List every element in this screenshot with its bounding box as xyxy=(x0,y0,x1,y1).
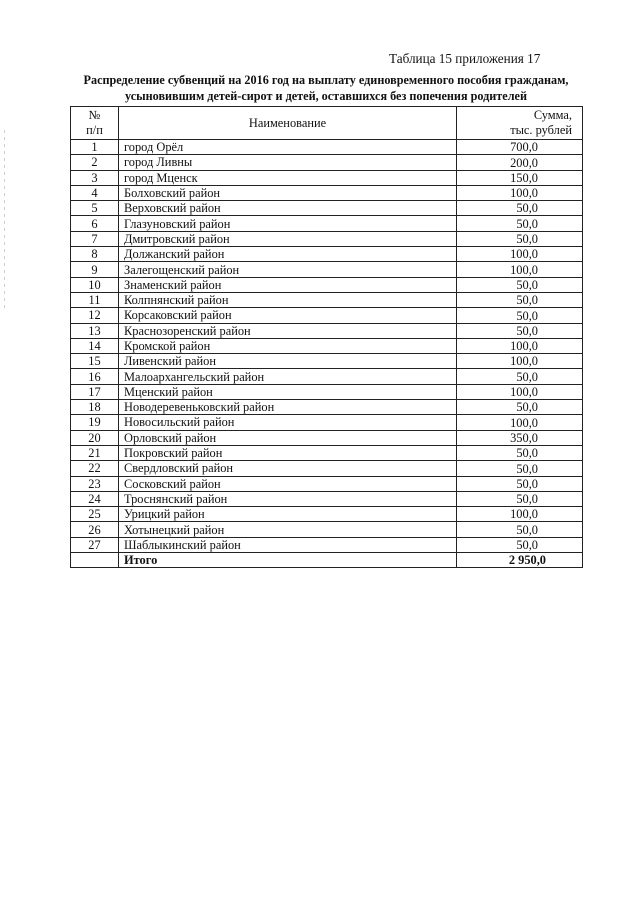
table-row xyxy=(71,461,583,476)
row-number: 17 xyxy=(71,384,119,399)
row-sum: 700,0 xyxy=(457,140,583,155)
table-body xyxy=(71,140,583,553)
row-name: город Мценск xyxy=(119,170,457,185)
row-name: город Ливны xyxy=(119,155,457,170)
row-sum: 50,0 xyxy=(457,400,583,415)
table-row xyxy=(71,445,583,460)
row-sum: 50,0 xyxy=(457,522,583,537)
table-row xyxy=(71,231,583,246)
table-row xyxy=(71,354,583,369)
row-number: 1 xyxy=(71,140,119,155)
row-sum: 50,0 xyxy=(457,216,583,231)
table-title-line-1: Распределение субвенций на 2016 год на выплату единовременного пособия гражданам, xyxy=(83,73,569,87)
row-sum: 100,0 xyxy=(457,338,583,353)
header-number xyxy=(71,107,119,140)
total-sum: 2 950,0 xyxy=(457,553,583,568)
table-row xyxy=(71,292,583,307)
header-sum-line-1: Сумма, xyxy=(533,108,572,122)
total-label: Итого xyxy=(119,553,457,568)
row-name: Сосковский район xyxy=(119,476,457,491)
row-number: 22 xyxy=(71,461,119,476)
row-sum: 100,0 xyxy=(457,247,583,262)
row-sum: 100,0 xyxy=(457,262,583,277)
row-name: Болховский район xyxy=(119,185,457,200)
row-number: 8 xyxy=(71,247,119,262)
row-name: Урицкий район xyxy=(119,507,457,522)
table-row xyxy=(71,308,583,323)
table-row xyxy=(71,201,583,216)
row-number: 25 xyxy=(71,507,119,522)
row-number: 2 xyxy=(71,155,119,170)
row-number: 12 xyxy=(71,308,119,323)
header-number-line-2: п/п xyxy=(86,123,103,137)
row-name: Краснозоренский район xyxy=(119,323,457,338)
header-name: Наименование xyxy=(119,107,457,140)
header-row xyxy=(71,107,583,140)
total-row xyxy=(71,553,583,568)
table-row xyxy=(71,384,583,399)
table-header xyxy=(71,107,583,140)
row-name: Свердловский район xyxy=(119,461,457,476)
row-name: Залегощенский район xyxy=(119,262,457,277)
total-number-cell xyxy=(71,553,119,568)
row-number: 27 xyxy=(71,537,119,552)
row-name: Шаблыкинский район xyxy=(119,537,457,552)
row-number: 3 xyxy=(71,170,119,185)
row-sum: 200,0 xyxy=(457,155,583,170)
row-number: 21 xyxy=(71,445,119,460)
table-row xyxy=(71,262,583,277)
row-number: 4 xyxy=(71,185,119,200)
row-sum: 350,0 xyxy=(457,430,583,445)
row-name: Покровский район xyxy=(119,445,457,460)
row-sum: 50,0 xyxy=(457,461,583,476)
row-number: 9 xyxy=(71,262,119,277)
row-name: Знаменский район xyxy=(119,277,457,292)
row-sum: 50,0 xyxy=(457,231,583,246)
row-name: Троснянский район xyxy=(119,491,457,506)
row-name: Новосильский район xyxy=(119,415,457,430)
row-name: Корсаковский район xyxy=(119,308,457,323)
table-row xyxy=(71,415,583,430)
table-row xyxy=(71,491,583,506)
row-name: Дмитровский район xyxy=(119,231,457,246)
table-row xyxy=(71,522,583,537)
header-sum xyxy=(457,107,583,140)
table-row xyxy=(71,507,583,522)
row-number: 19 xyxy=(71,415,119,430)
table-row xyxy=(71,247,583,262)
row-name: Верховский район xyxy=(119,201,457,216)
row-sum: 100,0 xyxy=(457,384,583,399)
table-row xyxy=(71,170,583,185)
row-sum: 50,0 xyxy=(457,323,583,338)
row-number: 15 xyxy=(71,354,119,369)
row-name: Мценский район xyxy=(119,384,457,399)
row-number: 20 xyxy=(71,430,119,445)
row-sum: 50,0 xyxy=(457,537,583,552)
row-number: 13 xyxy=(71,323,119,338)
row-number: 18 xyxy=(71,400,119,415)
row-name: город Орёл xyxy=(119,140,457,155)
row-number: 7 xyxy=(71,231,119,246)
row-name: Колпнянский район xyxy=(119,292,457,307)
row-sum: 100,0 xyxy=(457,354,583,369)
scan-edge-mark xyxy=(4,130,5,310)
row-name: Малоархангельский район xyxy=(119,369,457,384)
row-sum: 100,0 xyxy=(457,415,583,430)
row-sum: 150,0 xyxy=(457,170,583,185)
table-row xyxy=(71,400,583,415)
row-sum: 50,0 xyxy=(457,308,583,323)
row-sum: 50,0 xyxy=(457,491,583,506)
row-name: Кромской район xyxy=(119,338,457,353)
table-row xyxy=(71,537,583,552)
row-name: Глазуновский район xyxy=(119,216,457,231)
row-sum: 50,0 xyxy=(457,476,583,491)
row-number: 5 xyxy=(71,201,119,216)
table-title-line-2: усыновившим детей-сирот и детей, оставшихся без попечения родителей xyxy=(125,89,527,103)
table-row xyxy=(71,185,583,200)
table-row xyxy=(71,216,583,231)
row-name: Новодеревеньковский район xyxy=(119,400,457,415)
row-sum: 50,0 xyxy=(457,292,583,307)
table-row xyxy=(71,369,583,384)
row-sum: 50,0 xyxy=(457,201,583,216)
row-number: 11 xyxy=(71,292,119,307)
row-sum: 100,0 xyxy=(457,507,583,522)
table-footer xyxy=(71,553,583,568)
header-sum-line-2: тыс. рублей xyxy=(510,123,572,137)
row-number: 16 xyxy=(71,369,119,384)
row-sum: 50,0 xyxy=(457,369,583,384)
row-sum: 50,0 xyxy=(457,445,583,460)
row-sum: 100,0 xyxy=(457,185,583,200)
row-number: 26 xyxy=(71,522,119,537)
row-name: Хотынецкий район xyxy=(119,522,457,537)
table-row xyxy=(71,430,583,445)
table-row xyxy=(71,277,583,292)
header-number-line-1: № xyxy=(88,108,101,122)
table-row xyxy=(71,323,583,338)
appendix-note: Таблица 15 приложения 17 xyxy=(389,51,541,66)
row-number: 23 xyxy=(71,476,119,491)
table-title xyxy=(66,72,586,104)
table-row xyxy=(71,338,583,353)
row-name: Ливенский район xyxy=(119,354,457,369)
row-sum: 50,0 xyxy=(457,277,583,292)
table-row xyxy=(71,140,583,155)
subsidy-table xyxy=(70,106,583,568)
row-number: 14 xyxy=(71,338,119,353)
table-row xyxy=(71,155,583,170)
row-number: 10 xyxy=(71,277,119,292)
row-number: 24 xyxy=(71,491,119,506)
row-number: 6 xyxy=(71,216,119,231)
row-name: Орловский район xyxy=(119,430,457,445)
row-name: Должанский район xyxy=(119,247,457,262)
table-row xyxy=(71,476,583,491)
